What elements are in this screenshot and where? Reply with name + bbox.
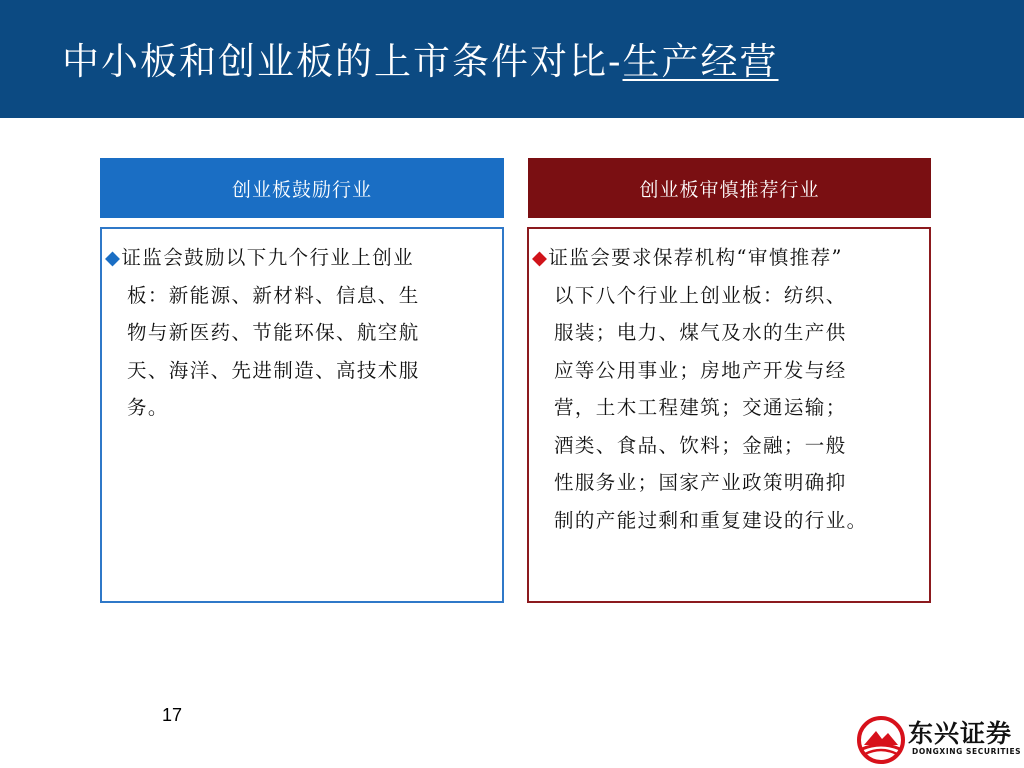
- right-line-2: 以下八个行业上创业板：纺织、: [554, 283, 847, 307]
- right-panel-content: [527, 227, 931, 603]
- right-line-5: 营，土木工程建筑；交通运输；: [554, 396, 847, 419]
- right-line-7: 性服务业；国家产业政策明确抑: [554, 471, 847, 494]
- page-number: 17: [162, 705, 183, 725]
- title-subtitle-link[interactable]: 生产经营: [622, 40, 779, 83]
- right-line-3: 服装；电力、煤气及水的生产供: [554, 321, 847, 344]
- right-line-8: 制的产能过剩和重复建设的行业。: [554, 508, 868, 532]
- right-panel-header: [528, 158, 931, 218]
- left-line-2: 板：新能源、新材料、信息、生: [127, 283, 420, 307]
- left-panel-header-label: 创业板鼓励行业: [231, 178, 372, 201]
- left-line-1: ◆证监会鼓励以下九个行业上创业: [105, 246, 415, 269]
- left-panel-content: [100, 227, 504, 603]
- logo-english-name: DONGXING SECURITIES: [912, 747, 1022, 756]
- bullet-diamond-icon: ◆: [532, 246, 549, 269]
- right-panel-text: [532, 239, 916, 539]
- title-bar: [0, 0, 1024, 118]
- company-logo: [856, 712, 1024, 768]
- logo-chinese-name: 东兴证券: [908, 719, 1013, 748]
- title-main: 中小板和创业板的上市条件对比-: [62, 40, 623, 83]
- left-line-4: 天、海洋、先进制造、高技术服: [127, 358, 420, 382]
- left-line-3: 物与新医药、节能环保、航空航: [127, 321, 420, 344]
- left-panel-header: [100, 158, 504, 218]
- right-line-4: 应等公用事业；房地产开发与经: [554, 358, 847, 382]
- right-line-1: ◆证监会要求保荐机构“审慎推荐”: [532, 246, 843, 269]
- slide-title: [62, 38, 779, 86]
- bullet-diamond-icon: ◆: [105, 246, 122, 269]
- right-panel-header-label: 创业板审慎推荐行业: [639, 178, 820, 201]
- right-line-6: 酒类、食品、饮料；金融；一般: [554, 433, 847, 457]
- dongxing-logo-icon: [856, 715, 906, 765]
- left-line-5: 务。: [127, 396, 169, 419]
- left-panel-text: [105, 239, 489, 427]
